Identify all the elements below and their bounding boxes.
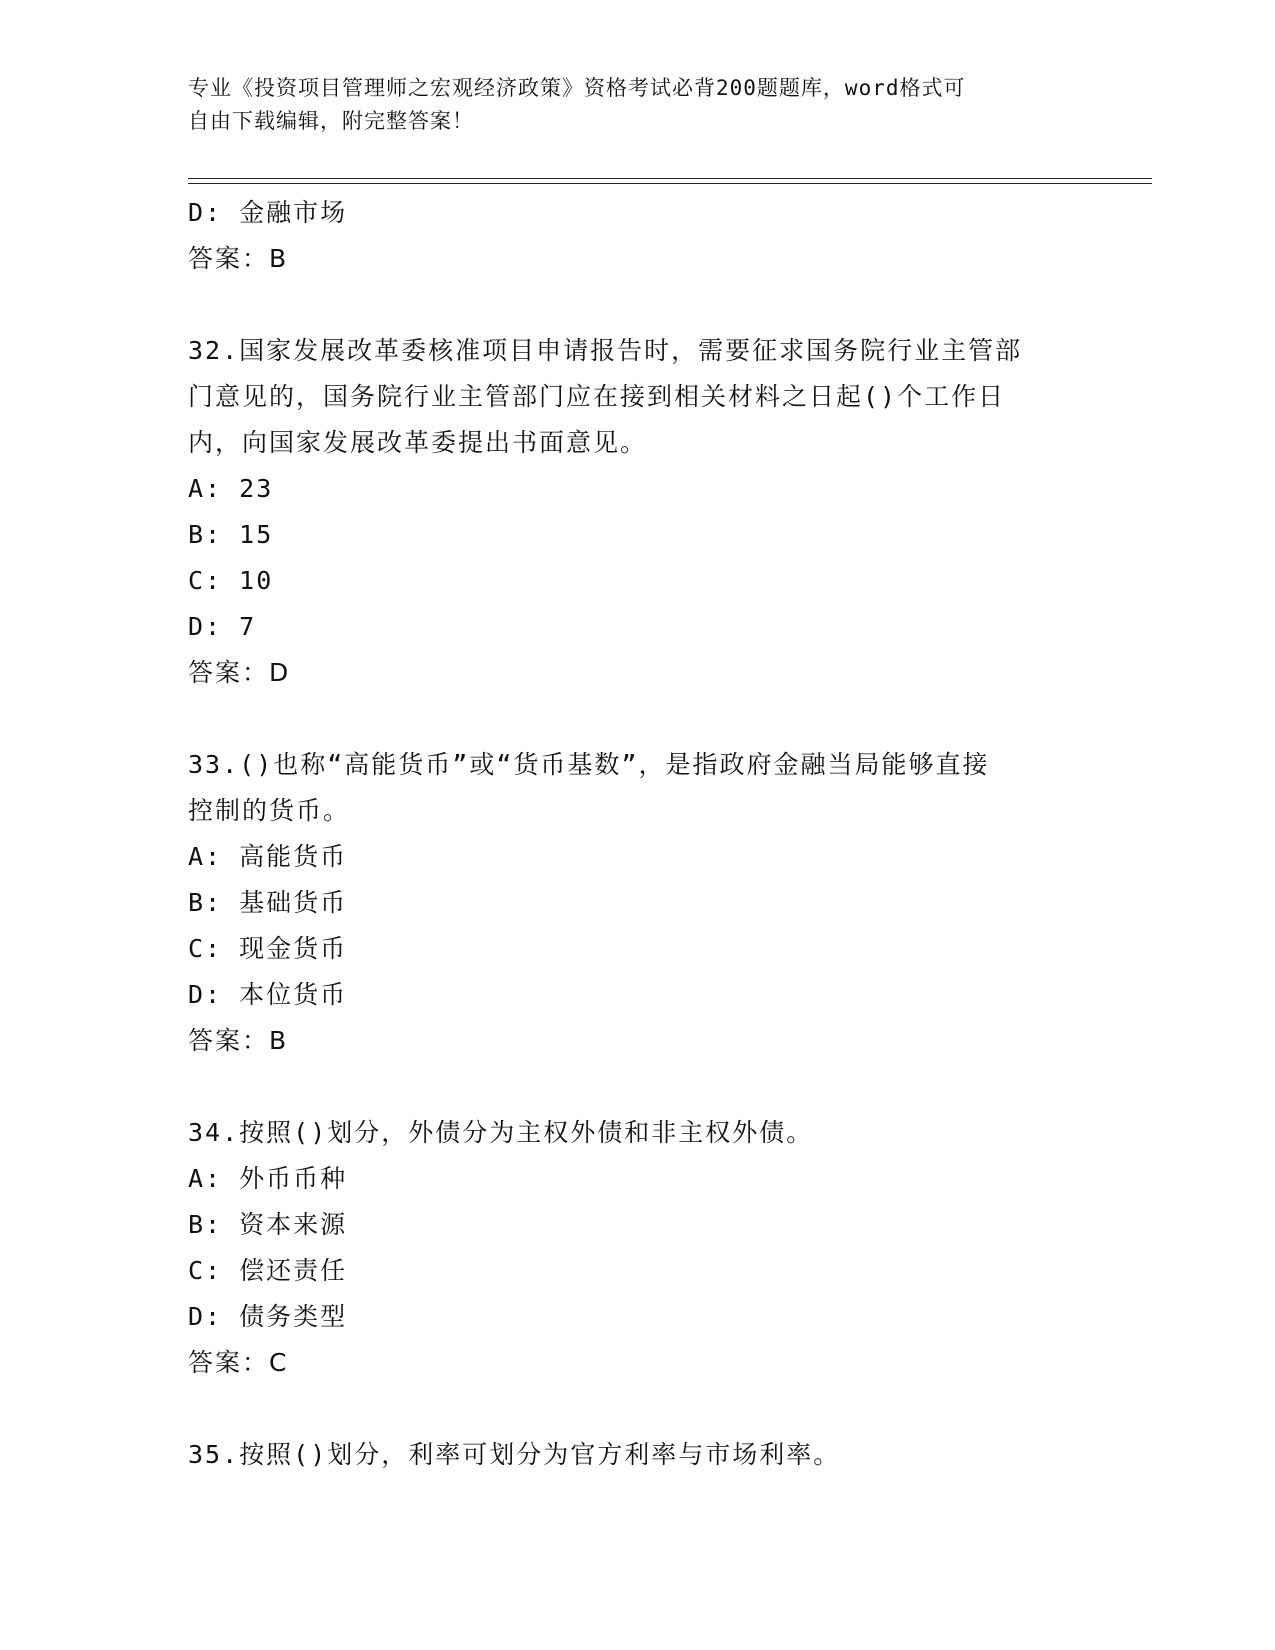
question-32 <box>188 328 1088 696</box>
question-text: 32.国家发展改革委核准项目申请报告时，需要征求国务院行业主管部 <box>188 336 1023 365</box>
answer: 答案：D <box>188 658 291 687</box>
option-d: D: 7 <box>188 612 257 641</box>
option-c: C: 偿还责任 <box>188 1256 348 1285</box>
spacer <box>188 282 1088 328</box>
option-a: A: 23 <box>188 474 274 503</box>
header-divider-bottom <box>188 183 1152 184</box>
option-d: D: 金融市场 <box>188 198 348 227</box>
question-list <box>188 190 1088 1478</box>
option-d: D: 本位货币 <box>188 980 348 1009</box>
question-text: 内，向国家发展改革委提出书面意见。 <box>188 428 648 457</box>
header-divider-top <box>188 178 1152 179</box>
option-c: C: 现金货币 <box>188 934 348 963</box>
question-text: 35.按照()划分，利率可划分为官方利率与市场利率。 <box>188 1440 841 1469</box>
header-line-2: 自由下载编辑，附完整答案！ <box>188 109 474 133</box>
spacer <box>188 696 1088 742</box>
answer: 答案：B <box>188 244 289 273</box>
option-d: D: 债务类型 <box>188 1302 348 1331</box>
option-c: C: 10 <box>188 566 274 595</box>
option-a: A: 外币币种 <box>188 1164 348 1193</box>
question-33 <box>188 742 1088 1064</box>
document-header <box>188 72 1088 138</box>
option-a: A: 高能货币 <box>188 842 348 871</box>
option-b: B: 基础货币 <box>188 888 348 917</box>
answer: 答案：C <box>188 1348 289 1377</box>
question-34 <box>188 1110 1088 1386</box>
option-b: B: 15 <box>188 520 274 549</box>
option-b: B: 资本来源 <box>188 1210 348 1239</box>
spacer <box>188 1386 1088 1432</box>
question-35 <box>188 1432 1088 1478</box>
spacer <box>188 1064 1088 1110</box>
question-31-tail <box>188 190 1088 282</box>
question-text: 33.()也称“高能货币”或“货币基数”，是指政府金融当局能够直接 <box>188 750 990 779</box>
question-text: 34.按照()划分，外债分为主权外债和非主权外债。 <box>188 1118 814 1147</box>
question-text: 控制的货币。 <box>188 796 351 825</box>
answer: 答案：B <box>188 1026 289 1055</box>
header-line-1: 专业《投资项目管理师之宏观经济政策》资格考试必背200题题库，word格式可 <box>188 76 966 100</box>
question-text: 门意见的，国务院行业主管部门应在接到相关材料之日起()个工作日 <box>188 382 1006 411</box>
